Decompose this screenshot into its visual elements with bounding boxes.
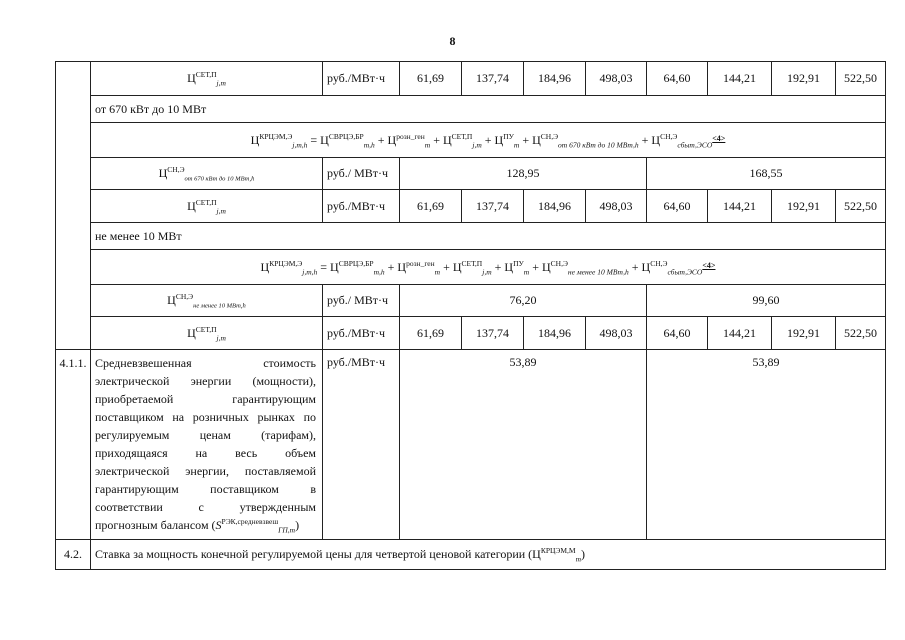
value-cell: 99,60 — [647, 285, 886, 317]
tariff-table — [55, 61, 886, 570]
value-cell: 192,91 — [772, 190, 836, 223]
value-cell: 522,50 — [836, 190, 886, 223]
section-number-empty — [56, 62, 91, 350]
value-cell: 144,21 — [708, 62, 772, 96]
unit-cell: руб./МВт·ч — [323, 317, 400, 350]
value-cell: 76,20 — [400, 285, 647, 317]
formula-10mw: $Ц^{КРЦЭМ,Э}_{j,m,h} = Ц^{СВРЦЭ,БР}_{m,h} + Ц^{розн\_ген}_m + Ц^{СЕТ,П}_{j,m} + Ц^{ПУ}_m + Ц^{СН,Э}_{не менее 10 МВт,h} + Ц^{СН,Э}_{сбыт,ЭСО}^{<4>}$ — [91, 250, 886, 285]
table-row — [56, 250, 886, 285]
footnote-link[interactable]: <4> — [702, 260, 716, 270]
value-cell: 61,69 — [400, 317, 462, 350]
value-cell: 168,55 — [647, 158, 886, 190]
group-heading: не менее 10 МВт — [91, 223, 886, 250]
value-cell: 192,91 — [772, 62, 836, 96]
table-row — [56, 96, 886, 123]
value-cell: 144,21 — [708, 190, 772, 223]
value-cell: 498,03 — [586, 317, 647, 350]
value-cell: 61,69 — [400, 190, 462, 223]
value-cell: 128,95 — [400, 158, 647, 190]
net-symbol: $Ц^{СЕТ,П}_{j,m}$ — [91, 317, 323, 350]
table-row — [56, 223, 886, 250]
value-cell: 137,74 — [462, 317, 524, 350]
value-cell: 53,89 — [647, 350, 886, 540]
table-row — [56, 317, 886, 350]
value-cell: 192,91 — [772, 317, 836, 350]
table-row — [56, 62, 886, 96]
page-number: 8 — [449, 34, 456, 48]
value-cell: 498,03 — [586, 62, 647, 96]
value-cell: 184,96 — [524, 317, 586, 350]
value-cell: 184,96 — [524, 62, 586, 96]
value-cell: 61,69 — [400, 62, 462, 96]
net-symbol: $Ц^{СЕТ,П}_{j,m}$ — [91, 62, 323, 96]
value-cell: 64,60 — [647, 190, 708, 223]
value-cell: 137,74 — [462, 62, 524, 96]
footnote-link[interactable]: <4> — [712, 133, 726, 143]
row-description: Средневзвешенная стоимость электрической энергии (мощности), приобретаемой гарантирующим поставщиком на розничных рынках по регулируемым ценам (тарифам), приходящаяся на весь объем электрической энергии, поставляемой гарантирующим поставщиком в соответствии с утвержденным прогнозным балансом $(S^{РЭК,средневзвеш}_{ГП,m})$ — [91, 350, 323, 540]
group-heading: от 670 кВт до 10 МВт — [91, 96, 886, 123]
value-cell: 184,96 — [524, 190, 586, 223]
value-cell: 64,60 — [647, 62, 708, 96]
table-row — [56, 190, 886, 223]
value-cell: 137,74 — [462, 190, 524, 223]
value-cell: 498,03 — [586, 190, 647, 223]
unit-cell: руб./МВт·ч — [323, 190, 400, 223]
net-symbol: $Ц^{СЕТ,П}_{j,m}$ — [91, 190, 323, 223]
table-row — [56, 123, 886, 158]
value-cell: 64,60 — [647, 317, 708, 350]
value-cell: 522,50 — [836, 317, 886, 350]
table-row — [56, 158, 886, 190]
section-number: 4.1.1. — [56, 350, 91, 540]
table-row — [56, 540, 886, 570]
value-cell: 53,89 — [400, 350, 647, 540]
formula-670: $Ц^{КРЦЭМ,Э}_{j,m,h} = Ц^{СВРЦЭ,БР}_{m,h} + Ц^{розн\_ген}_m + Ц^{СЕТ,П}_{j,m} + Ц^{ПУ}_m + Ц^{СН,Э}_{от 670 кВт до 10 МВт,h} + Ц^{СН,Э}_{сбыт,ЭСО}^{<4>}$ — [91, 123, 886, 158]
unit-cell: руб./МВт·ч — [323, 350, 400, 540]
sn-symbol-670: $Ц^{СН,Э}_{от 670 кВт до 10 МВт,h}$ — [91, 158, 323, 190]
unit-cell: руб./ МВт·ч — [323, 285, 400, 317]
value-cell: 522,50 — [836, 62, 886, 96]
value-cell: 144,21 — [708, 317, 772, 350]
sn-symbol-10mw: $Ц^{СН,Э}_{не менее 10 МВт,h}$ — [91, 285, 323, 317]
table-row — [56, 350, 886, 540]
row-description: Ставка за мощность конечной регулируемой цены для четвертой ценовой категории $(Ц^{КРЦЭМ,М}_m)$ — [91, 540, 886, 570]
table-row — [56, 285, 886, 317]
unit-cell: руб./МВт·ч — [323, 62, 400, 96]
section-number: 4.2. — [56, 540, 91, 570]
unit-cell: руб./ МВт·ч — [323, 158, 400, 190]
